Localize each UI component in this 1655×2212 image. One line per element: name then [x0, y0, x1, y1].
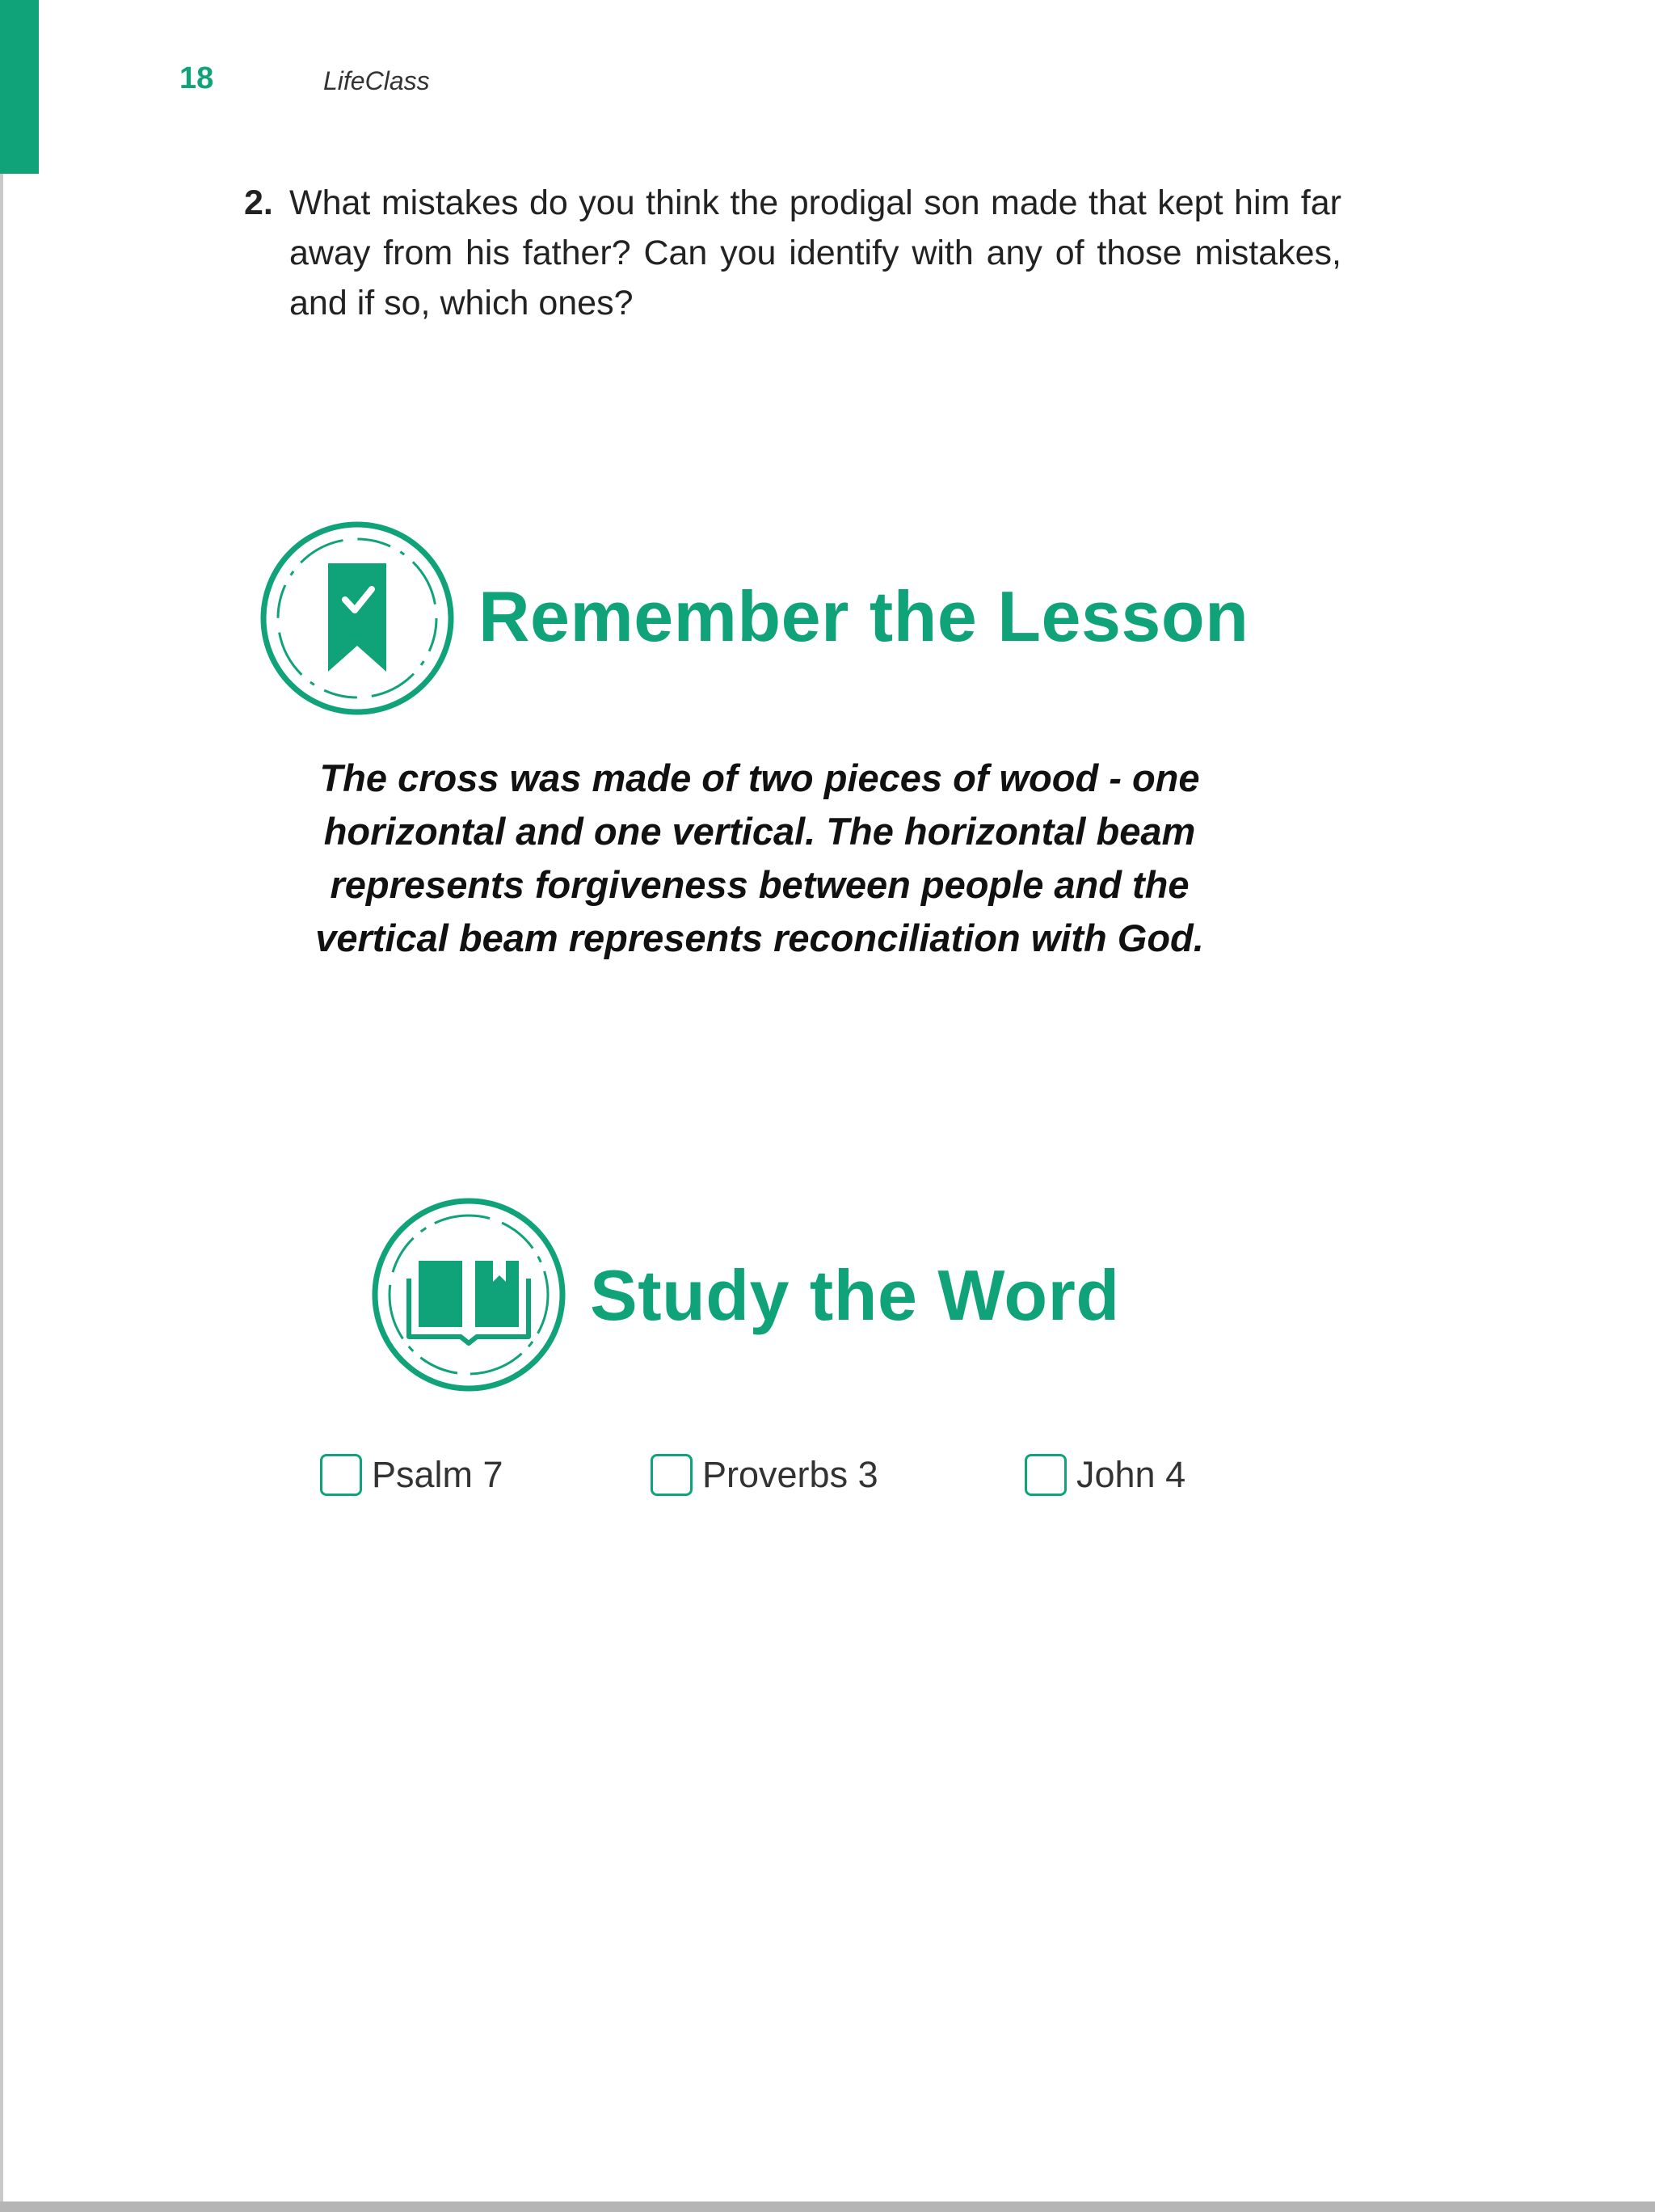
question-text: What mistakes do you think the prodigal son made that kept him far away from his father? Can you identify with any of those mistakes, and if so, which ones?: [289, 183, 1341, 322]
page-edge-rule: [0, 0, 3, 2212]
open-book-icon: [372, 1198, 566, 1392]
reading-checkbox[interactable]: [320, 1454, 362, 1496]
reading-item-psalm-7[interactable]: [320, 1451, 503, 1498]
page-bottom-edge: [0, 2201, 1655, 2212]
remember-lesson-title: Remember the Lesson: [478, 576, 1249, 656]
page-number: 18: [179, 61, 214, 95]
reading-label: John 4: [1076, 1454, 1186, 1495]
question-number: 2.: [244, 183, 273, 222]
reading-label: Proverbs 3: [702, 1454, 878, 1495]
reading-checkbox[interactable]: [1025, 1454, 1067, 1496]
bookmark-check-icon: [260, 521, 454, 715]
question-item: [244, 178, 1341, 328]
reading-item-proverbs-3[interactable]: [651, 1451, 878, 1498]
study-word-title: Study the Word: [590, 1255, 1120, 1335]
chapter-tab: [0, 0, 39, 174]
reading-label: Psalm 7: [372, 1454, 503, 1495]
reading-checkbox[interactable]: [651, 1454, 693, 1496]
lesson-quote: The cross was made of two pieces of wood - one horizontal and one vertical. The horizontal beam represents forgiveness between people and the vertical beam represents reconciliation with God.: [315, 756, 1204, 959]
reading-item-john-4[interactable]: [1025, 1451, 1185, 1498]
running-title: LifeClass: [323, 66, 430, 95]
